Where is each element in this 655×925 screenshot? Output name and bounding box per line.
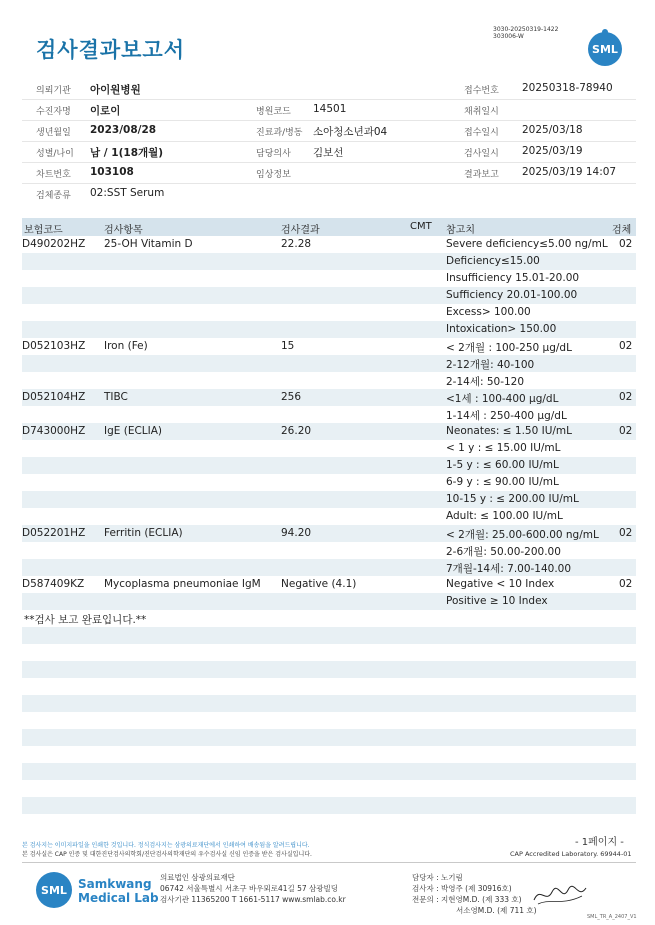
table-row [22, 355, 636, 372]
cell-reference: 6-9 y : ≤ 90.00 IU/mL [446, 476, 559, 488]
specimen-label: 검체종류 [36, 191, 71, 201]
doctor-value: 김보선 [313, 147, 344, 159]
receipt-date-value: 2025/03/18 [522, 124, 583, 136]
sex-age-value: 남 / 1(18개월) [90, 147, 164, 159]
receipt-date-label: 접수일시 [464, 128, 499, 138]
table-row [22, 542, 636, 559]
sex-age-label: 성별/나이 [36, 149, 74, 159]
info-row [22, 163, 636, 184]
info-row [22, 142, 636, 163]
table-row [22, 457, 636, 474]
table-row [22, 406, 636, 423]
doctor-label: 담당의사 [256, 149, 291, 159]
cell-code: D052201HZ [22, 527, 86, 539]
clinical-label: 임상정보 [256, 170, 291, 180]
brand-name [78, 877, 159, 905]
report-title: 검사결과보고서 [36, 38, 186, 62]
cell-reference: Insufficiency 15.01-20.00 [446, 272, 580, 284]
empty-row [22, 763, 636, 780]
empty-row [22, 661, 636, 678]
test-date-label: 검사일시 [464, 149, 499, 159]
cell-reference: 2-12개월: 40-100 [446, 359, 535, 371]
info-row [22, 79, 636, 100]
table-row [22, 253, 636, 270]
cell-code: D490202HZ [22, 238, 86, 250]
cell-specimen: 02 [619, 425, 633, 437]
empty-row [22, 627, 636, 644]
birth-label: 생년월일 [36, 128, 71, 138]
table-row [22, 559, 636, 576]
cell-reference: < 2개월 : 100-250 µg/dL [446, 342, 572, 354]
table-row [22, 593, 636, 610]
doc-id-line: 3030-20250319-1422 [493, 26, 559, 33]
cell-result: 22.28 [281, 238, 312, 250]
cell-result: 26.20 [281, 425, 312, 437]
report-date-value: 2025/03/19 14:07 [522, 166, 617, 178]
chart-no-value: 103108 [90, 166, 134, 178]
footer-divider [22, 862, 636, 863]
receipt-no-label: 접수번호 [464, 86, 499, 96]
results-table [22, 236, 636, 831]
cell-reference: < 1 y : ≤ 15.00 IU/mL [446, 442, 561, 454]
cell-reference: Intoxication> 150.00 [446, 323, 557, 335]
sml-logo: SML [588, 32, 622, 66]
col-specimen-header: 검체 [612, 225, 632, 236]
info-row [22, 100, 636, 121]
sml-footer-logo: SML [36, 872, 72, 908]
staff-line: 전문의 : 지현영M.D. (제 333 호) [412, 895, 522, 904]
empty-row [22, 797, 636, 814]
cell-reference: < 2개월: 25.00-600.00 ng/mL [446, 529, 599, 541]
patient-value: 이로이 [90, 105, 121, 117]
table-row [22, 287, 636, 304]
brand-line: Samkwang [78, 877, 152, 891]
dept-value: 소아청소년과04 [313, 126, 388, 138]
empty-row [22, 644, 636, 661]
empty-row [22, 729, 636, 746]
cell-reference: Severe deficiency≤5.00 ng/mL [446, 238, 608, 250]
empty-row [22, 678, 636, 695]
collect-date-label: 채취일시 [464, 107, 499, 117]
cell-code: D052103HZ [22, 340, 86, 352]
cell-name: TIBC [104, 391, 128, 403]
table-row [22, 576, 636, 593]
cell-reference: Deficiency≤15.00 [446, 255, 540, 267]
footer-note [22, 841, 312, 859]
table-row [22, 321, 636, 338]
empty-row [22, 746, 636, 763]
document-id [493, 26, 558, 40]
patient-label: 수진자명 [36, 107, 71, 117]
cell-name: 25-OH Vitamin D [104, 238, 193, 250]
cell-reference: <1세 : 100-400 µg/dL [446, 393, 559, 405]
cell-reference: Sufficiency 20.01-100.00 [446, 289, 578, 301]
cell-code: D587409KZ [22, 578, 85, 590]
test-date-value: 2025/03/19 [522, 145, 583, 157]
info-row [22, 184, 636, 205]
cell-result: Negative (4.1) [281, 578, 357, 590]
staff-line: 서소영M.D. (제 711 호) [456, 906, 537, 915]
cell-reference: Neonates: ≤ 1.50 IU/mL [446, 425, 572, 437]
cell-specimen: 02 [619, 578, 633, 590]
cap-accreditation: CAP Accredited Laboratory. 69944-01 [510, 850, 632, 858]
results-header [22, 218, 636, 236]
patient-info [22, 79, 636, 205]
signature-icon [532, 882, 588, 908]
cell-reference: 1-5 y : ≤ 60.00 IU/mL [446, 459, 559, 471]
cell-reference: 2-14세: 50-120 [446, 376, 525, 388]
empty-row [22, 695, 636, 712]
table-row [22, 338, 636, 355]
cell-code: D743000HZ [22, 425, 86, 437]
table-row [22, 491, 636, 508]
table-row [22, 304, 636, 321]
col-name-header: 검사항목 [104, 225, 143, 236]
cell-name: IgE (ECLIA) [104, 425, 163, 437]
cell-name: Iron (Fe) [104, 340, 148, 352]
table-row [22, 610, 636, 627]
cell-name: Mycoplasma pneumoniae IgM [104, 578, 261, 590]
table-row [22, 423, 636, 440]
cell-reference: 7개월-14세: 7.00-140.00 [446, 563, 572, 575]
institution-value: 아이원병원 [90, 84, 141, 96]
birth-value: 2023/08/28 [90, 124, 157, 136]
cell-result: 256 [281, 391, 302, 403]
cell-specimen: 02 [619, 527, 633, 539]
cell-reference: 10-15 y : ≤ 200.00 IU/mL [446, 493, 579, 505]
cell-result: 15 [281, 340, 295, 352]
cell-result: 94.20 [281, 527, 312, 539]
specimen-value: 02:SST Serum [90, 187, 165, 199]
form-code: SML_TR_A_2407_V1 [587, 914, 637, 920]
table-row [22, 474, 636, 491]
dept-label: 진료과/병동 [256, 128, 303, 138]
cell-name: Ferritin (ECLIA) [104, 527, 183, 539]
address-line: 의료법인 삼광의료재단 [160, 873, 235, 882]
empty-row [22, 780, 636, 797]
table-row [22, 372, 636, 389]
col-code-header: 보험코드 [24, 225, 63, 236]
table-row [22, 440, 636, 457]
table-row [22, 270, 636, 287]
doc-id-line: 303006-W [493, 33, 524, 40]
cell-specimen: 02 [619, 340, 633, 352]
staff-line: 담당자 : 노기림 [412, 873, 463, 882]
cell-reference: 2-6개월: 50.00-200.00 [446, 546, 561, 558]
cell-specimen: 02 [619, 238, 633, 250]
report-date-label: 결과보고 [464, 170, 499, 180]
footer-note-line: 본 검사지는 이미지파일을 인쇄한 것입니다. 정식검사지는 삼광의료재단에서 인쇄하여 배송됨을 알려드립니다. [22, 842, 310, 849]
receipt-no-value: 20250318-78940 [522, 82, 613, 94]
address-line: 검사기관 11365200 T 1661-5117 www.smlab.co.kr [160, 895, 346, 904]
institution-label: 의뢰기관 [36, 86, 71, 96]
cell-code: D052104HZ [22, 391, 86, 403]
lab-address [160, 872, 346, 905]
cell-reference: 1-14세 : 250-400 µg/dL [446, 410, 567, 422]
chart-no-label: 차트번호 [36, 170, 71, 180]
address-line: 06742 서울특별시 서초구 바우뫼로41길 57 삼광빌딩 [160, 884, 339, 893]
hospital-code-label: 병원코드 [256, 107, 291, 117]
cell-code: **검사 보고 완료입니다.** [24, 614, 147, 626]
table-row [22, 508, 636, 525]
col-result-header: 검사결과 [281, 225, 320, 236]
page-number: - 1페이지 - [575, 837, 624, 848]
empty-row [22, 712, 636, 729]
table-row [22, 236, 636, 253]
brand-line: Medical Lab [78, 891, 159, 905]
cell-reference: Positive ≥ 10 Index [446, 595, 548, 607]
cell-specimen: 02 [619, 391, 633, 403]
hospital-code-value: 14501 [313, 103, 347, 115]
table-row [22, 525, 636, 542]
empty-row [22, 814, 636, 831]
cell-reference: Negative < 10 Index [446, 578, 555, 590]
cell-reference: Adult: ≤ 100.00 IU/mL [446, 510, 563, 522]
staff-info [412, 872, 537, 916]
col-ref-header: 참고치 [446, 225, 475, 236]
footer-note-line: 본 검사실은 CAP 인증 및 대한진단검사의학회/진단검사의학재단의 우수검사실 신임 인증을 받은 검사실입니다. [22, 851, 312, 858]
table-row [22, 389, 636, 406]
info-row [22, 121, 636, 142]
cell-reference: Excess> 100.00 [446, 306, 531, 318]
staff-line: 검사자 : 박영주 (제 30916호) [412, 884, 512, 893]
col-cmt-header: CMT [410, 221, 432, 232]
